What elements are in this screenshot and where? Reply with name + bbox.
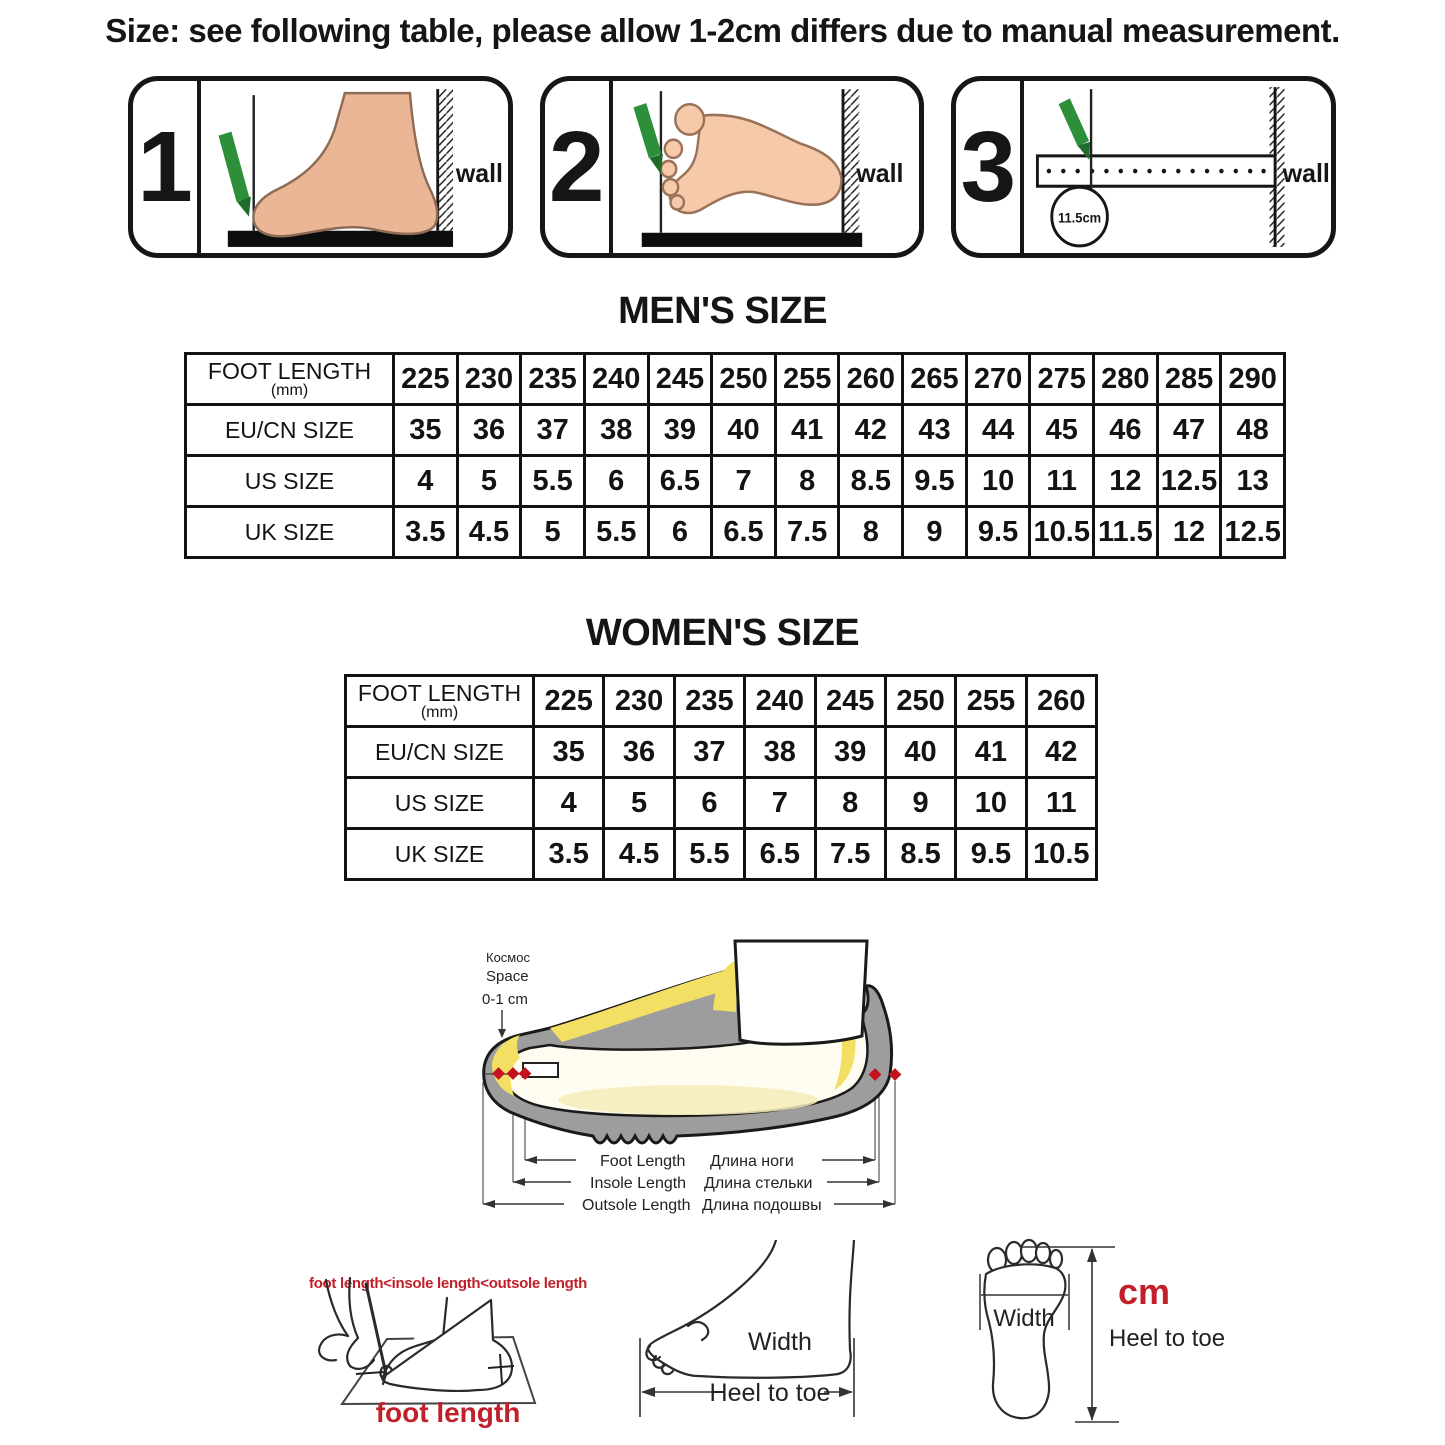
size-cell: 7 [712, 456, 776, 507]
floor-bar [641, 233, 861, 247]
size-cell: 45 [1030, 405, 1094, 456]
size-cell: 245 [648, 354, 712, 405]
step-1-illustration [201, 81, 508, 253]
size-cell: 9 [903, 507, 967, 558]
step-2-illustration [613, 81, 920, 253]
size-cell: 10.5 [1030, 507, 1094, 558]
size-cell: 5 [604, 778, 674, 829]
size-cell: 260 [1026, 676, 1096, 727]
width-label: Width [748, 1328, 812, 1356]
size-cell: 5.5 [674, 829, 744, 880]
size-cell: 12 [1094, 456, 1158, 507]
size-cell: 9.5 [956, 829, 1026, 880]
size-cell: 12 [1157, 507, 1221, 558]
foot-side-measure-illustration [201, 81, 508, 253]
measurement-value: 11.5cm [1058, 210, 1102, 226]
size-cell: 11 [1026, 778, 1096, 829]
womens-size-table [344, 674, 1098, 881]
size-cell: 11.5 [1094, 507, 1158, 558]
size-cell: 235 [674, 676, 744, 727]
size-cell: 6.5 [648, 456, 712, 507]
size-cell: 10 [966, 456, 1030, 507]
heel-to-toe-figure [628, 1240, 993, 1425]
size-cell: 48 [1221, 405, 1285, 456]
size-cell: 4 [394, 456, 458, 507]
foot-tracing-figure [288, 1262, 623, 1442]
dimension-rows [483, 1150, 895, 1214]
row-header: US SIZE [346, 778, 534, 829]
footprint-cm-figure [972, 1232, 1247, 1442]
size-cell: 37 [674, 727, 744, 778]
size-cell: 6.5 [712, 507, 776, 558]
size-cell: 235 [521, 354, 585, 405]
size-cell: 285 [1157, 354, 1221, 405]
size-cell: 42 [839, 405, 903, 456]
size-cell: 10.5 [1026, 829, 1096, 880]
space-label-en: Space [486, 968, 529, 985]
outsole-length-label-en: Outsole Length [582, 1197, 691, 1214]
size-cell: 245 [815, 676, 885, 727]
foot-side-illustration [253, 93, 437, 236]
size-cell: 230 [604, 676, 674, 727]
size-cell: 280 [1094, 354, 1158, 405]
size-table-row [346, 778, 1097, 829]
size-cell: 5.5 [521, 456, 585, 507]
shoe-illustration [484, 941, 902, 1143]
step-panel-2 [540, 76, 925, 258]
size-cell: 13 [1221, 456, 1285, 507]
step-number: 2 [545, 81, 613, 253]
size-cell: 6 [648, 507, 712, 558]
size-cell: 4 [534, 778, 604, 829]
size-cell: 255 [775, 354, 839, 405]
size-cell: 7.5 [775, 507, 839, 558]
size-cell: 240 [584, 354, 648, 405]
space-labels [482, 950, 530, 1038]
size-cell: 39 [815, 727, 885, 778]
size-cell: 37 [521, 405, 585, 456]
footprint-illustration [661, 104, 841, 213]
size-cell: 43 [903, 405, 967, 456]
row-header: UK SIZE [186, 507, 394, 558]
size-cell: 41 [775, 405, 839, 456]
size-cell: 36 [457, 405, 521, 456]
size-cell: 12.5 [1157, 456, 1221, 507]
row-header: FOOT LENGTH (mm) [346, 676, 534, 727]
space-label-ru: Космос [486, 950, 530, 965]
size-cell: 36 [604, 727, 674, 778]
row-header: US SIZE [186, 456, 394, 507]
size-cell: 4.5 [457, 507, 521, 558]
row-header: FOOT LENGTH (mm) [186, 354, 394, 405]
cm-label: cm [1118, 1271, 1171, 1312]
size-cell: 290 [1221, 354, 1285, 405]
leg [735, 941, 867, 1044]
green-marker-icon [225, 134, 243, 201]
green-marker-icon [640, 105, 655, 156]
size-cell: 40 [712, 405, 776, 456]
size-cell: 42 [1026, 727, 1096, 778]
row-header: UK SIZE [346, 829, 534, 880]
ruler [1038, 156, 1276, 186]
size-cell: 8 [815, 778, 885, 829]
size-cell: 5 [457, 456, 521, 507]
size-cell: 3.5 [534, 829, 604, 880]
size-table-row [186, 456, 1285, 507]
size-cell: 225 [534, 676, 604, 727]
size-table-row [346, 676, 1097, 727]
size-cell: 9.5 [903, 456, 967, 507]
size-cell: 250 [885, 676, 955, 727]
sole-glow [558, 1085, 818, 1115]
row-header: EU/CN SIZE [346, 727, 534, 778]
measure-steps [128, 76, 1336, 258]
outsole-length-label-ru: Длина подошвы [702, 1197, 822, 1214]
space-value: 0-1 cm [482, 991, 528, 1008]
wall-label: wall [856, 159, 904, 189]
ruler-measure-illustration [1024, 81, 1331, 253]
footprint-heel-to-toe-label: Heel to toe [1109, 1325, 1226, 1352]
size-table-row [186, 354, 1285, 405]
size-table-row [346, 727, 1097, 778]
step-3-illustration [1024, 81, 1331, 253]
foot-length-caption: foot length [375, 1397, 521, 1428]
footprint-width-label: Width [993, 1305, 1055, 1332]
size-cell: 46 [1094, 405, 1158, 456]
size-cell: 11 [1030, 456, 1094, 507]
size-cell: 255 [956, 676, 1026, 727]
size-cell: 8 [775, 456, 839, 507]
step-number: 1 [133, 81, 201, 253]
size-cell: 9 [885, 778, 955, 829]
size-cell: 265 [903, 354, 967, 405]
insole-length-label-ru: Длина стельки [704, 1175, 813, 1192]
row-header: EU/CN SIZE [186, 405, 394, 456]
size-cell: 230 [457, 354, 521, 405]
womens-size-title: WOMEN'S SIZE [585, 612, 860, 654]
size-cell: 4.5 [604, 829, 674, 880]
size-cell: 225 [394, 354, 458, 405]
size-cell: 35 [534, 727, 604, 778]
size-cell: 240 [745, 676, 815, 727]
size-table-row [186, 507, 1285, 558]
size-cell: 35 [394, 405, 458, 456]
mens-size-title: MEN'S SIZE [618, 290, 827, 332]
size-cell: 41 [956, 727, 1026, 778]
shoe-cross-section-diagram [438, 928, 958, 1268]
size-cell: 7.5 [815, 829, 885, 880]
size-cell: 6 [674, 778, 744, 829]
wall-label: wall [455, 159, 503, 189]
step-panel-1 [128, 76, 513, 258]
heel-to-toe-label: Heel to toe [709, 1379, 831, 1407]
size-cell: 10 [956, 778, 1026, 829]
size-cell: 275 [1030, 354, 1094, 405]
size-cell: 250 [712, 354, 776, 405]
size-cell: 40 [885, 727, 955, 778]
size-cell: 47 [1157, 405, 1221, 456]
foot-length-label-en: Foot Length [600, 1153, 686, 1170]
size-cell: 8 [839, 507, 903, 558]
size-cell: 38 [584, 405, 648, 456]
size-cell: 260 [839, 354, 903, 405]
size-table-row [186, 405, 1285, 456]
size-cell: 5.5 [584, 507, 648, 558]
step-panel-3 [951, 76, 1336, 258]
foot-sole-measure-illustration [613, 81, 920, 253]
size-cell: 270 [966, 354, 1030, 405]
foot-length-label-ru: Длина ноги [710, 1153, 794, 1170]
mens-size-table [184, 352, 1286, 559]
size-cell: 12.5 [1221, 507, 1285, 558]
size-cell: 8.5 [885, 829, 955, 880]
size-cell: 6 [584, 456, 648, 507]
size-table-row [346, 829, 1097, 880]
size-cell: 39 [648, 405, 712, 456]
size-cell: 7 [745, 778, 815, 829]
page-title: Size: see following table, please allow 1-2cm differs due to manual measurement. [105, 12, 1340, 49]
size-cell: 44 [966, 405, 1030, 456]
size-cell: 8.5 [839, 456, 903, 507]
size-cell: 6.5 [745, 829, 815, 880]
foot-side-sketch [646, 1240, 854, 1378]
size-cell: 9.5 [966, 507, 1030, 558]
wall-label: wall [1283, 159, 1331, 189]
length-formula: foot length<insole length<outsole length [309, 1275, 587, 1292]
size-cell: 38 [745, 727, 815, 778]
wall-hatch [438, 89, 453, 231]
size-cell: 3.5 [394, 507, 458, 558]
step-number: 3 [956, 81, 1024, 253]
insole-length-label-en: Insole Length [590, 1175, 687, 1192]
green-marker-icon [1065, 101, 1084, 143]
size-cell: 5 [521, 507, 585, 558]
